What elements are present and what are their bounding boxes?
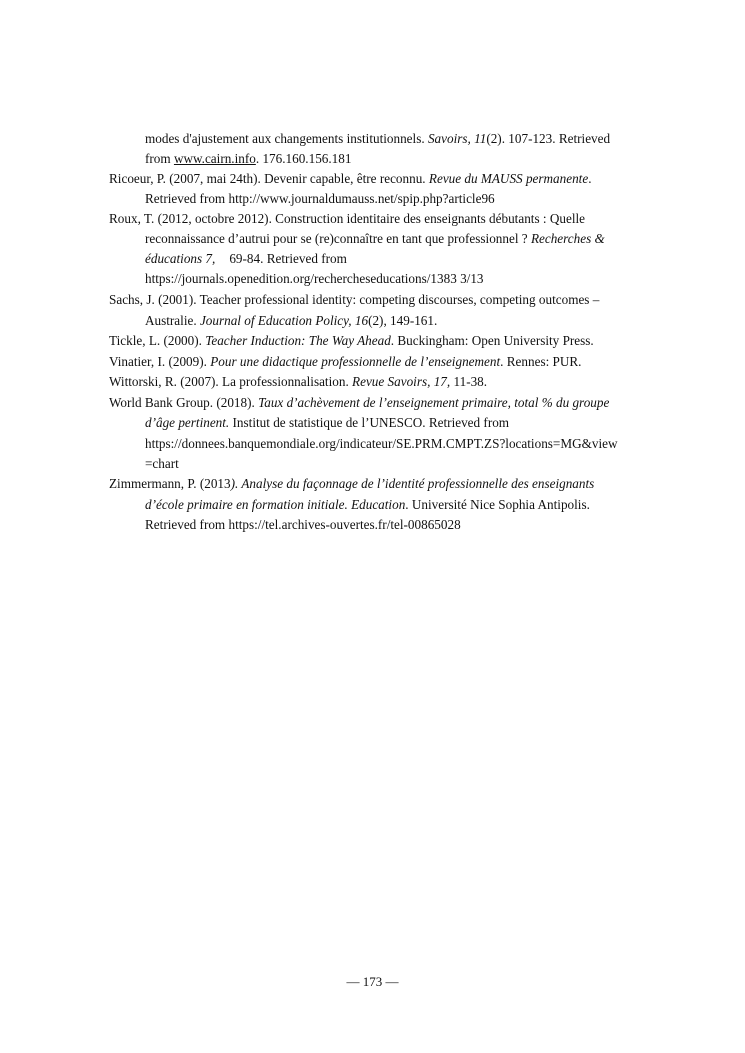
ref-text: Tickle, L. (2000). xyxy=(109,333,206,348)
reference-continuation-line xyxy=(145,150,351,168)
ref-text: 69-84. Retrieved from xyxy=(229,251,347,266)
ref-text: modes d'ajustement aux changements institutionnels. xyxy=(145,131,428,146)
reference-entry-worldbank xyxy=(109,394,609,412)
thesis-title: d’école primaire en formation initiale. Education xyxy=(145,497,406,512)
journal-title: Savoirs, 11 xyxy=(427,131,487,146)
reference-entry-wittorski xyxy=(109,373,487,391)
reference-continuation-line xyxy=(145,130,610,148)
thesis-title: ). Analyse du façonnage de l’identité professionnelle des enseignants xyxy=(230,476,595,491)
reference-entry-sachs: Sachs, J. (2001). Teacher professional identity: competing discourses, competing outcomes – xyxy=(109,292,600,307)
report-title: d’âge pertinent. xyxy=(145,415,230,430)
reference-continuation-line: Retrieved from http://www.journaldumauss.net/spip.php?article96 xyxy=(145,191,495,206)
ref-text: Wittorski, R. (2007). La professionnalisation. xyxy=(109,374,353,389)
ref-text: Australie xyxy=(145,313,194,328)
book-title: Teacher Induction: The Way Ahead xyxy=(205,333,391,348)
reference-continuation-line xyxy=(145,230,605,248)
ref-text: Zimmermann, P. (2013 xyxy=(109,476,231,491)
reference-continuation-line xyxy=(145,312,437,330)
reference-link[interactable]: www.cairn.info xyxy=(173,151,256,166)
reference-continuation-line xyxy=(145,414,509,432)
journal-title: Recherches & xyxy=(530,231,605,246)
ref-text: Institut de statistique de l’UNESCO. Retrieved from xyxy=(229,415,510,430)
reference-continuation-line: =chart xyxy=(145,456,179,471)
ref-text: from xyxy=(145,151,174,166)
ref-text: World Bank Group. (2018). xyxy=(109,395,259,410)
reference-entry-zimmermann xyxy=(109,475,594,493)
reference-entry-roux: Roux, T. (2012, octobre 2012). Construction identitaire des enseignants débutants : Quelle xyxy=(109,211,585,226)
ref-text: . 176.160.156.181 xyxy=(255,151,352,166)
ref-text: 11-38. xyxy=(450,374,488,389)
reference-entry-tickle xyxy=(109,332,594,350)
ref-text: Vinatier, I. (2009). xyxy=(109,354,211,369)
ref-text: (2), 149-161. xyxy=(368,313,438,328)
reference-entry-vinatier xyxy=(109,353,581,371)
page-number: — 173 — xyxy=(346,974,399,989)
reference-continuation-line: https://donnees.banquemondiale.org/indicateur/SE.PRM.CMPT.ZS?locations=MG&view xyxy=(145,436,618,451)
ref-text: . Université Nice Sophia Antipolis. xyxy=(405,497,590,512)
ref-text: . Buckingham: Open University Press. xyxy=(390,333,594,348)
journal-title: Revue Savoirs, 17, xyxy=(352,374,451,389)
book-title: Pour une didactique professionnelle de l’enseignement xyxy=(210,354,501,369)
reference-continuation-line xyxy=(145,250,347,268)
journal-title: Journal of Education Policy, 16 xyxy=(199,313,369,328)
report-title: Taux d’achèvement de l’enseignement primaire, total % du groupe xyxy=(258,395,610,410)
ref-text: (2). 107-123. Retrieved xyxy=(486,131,611,146)
journal-title: Revue du MAUSS permanente xyxy=(428,171,589,186)
reference-continuation-line: https://journals.openedition.org/rechercheseducations/1383 3/13 xyxy=(145,271,484,286)
reference-continuation-line: Retrieved from https://tel.archives-ouvertes.fr/tel-00865028 xyxy=(145,517,461,532)
journal-title: éducations 7, xyxy=(145,251,216,266)
ref-text: . Rennes: PUR. xyxy=(500,354,582,369)
ref-text: Ricoeur, P. (2007, mai 24th). Devenir capable, être reconnu. xyxy=(109,171,429,186)
ref-text: . xyxy=(588,171,592,186)
ref-text: reconnaissance d’autrui pour se (re)connaître en tant que professionnel ? xyxy=(145,231,531,246)
ref-text: . xyxy=(193,313,200,328)
reference-continuation-line xyxy=(145,496,590,514)
reference-entry-ricoeur xyxy=(109,170,592,188)
